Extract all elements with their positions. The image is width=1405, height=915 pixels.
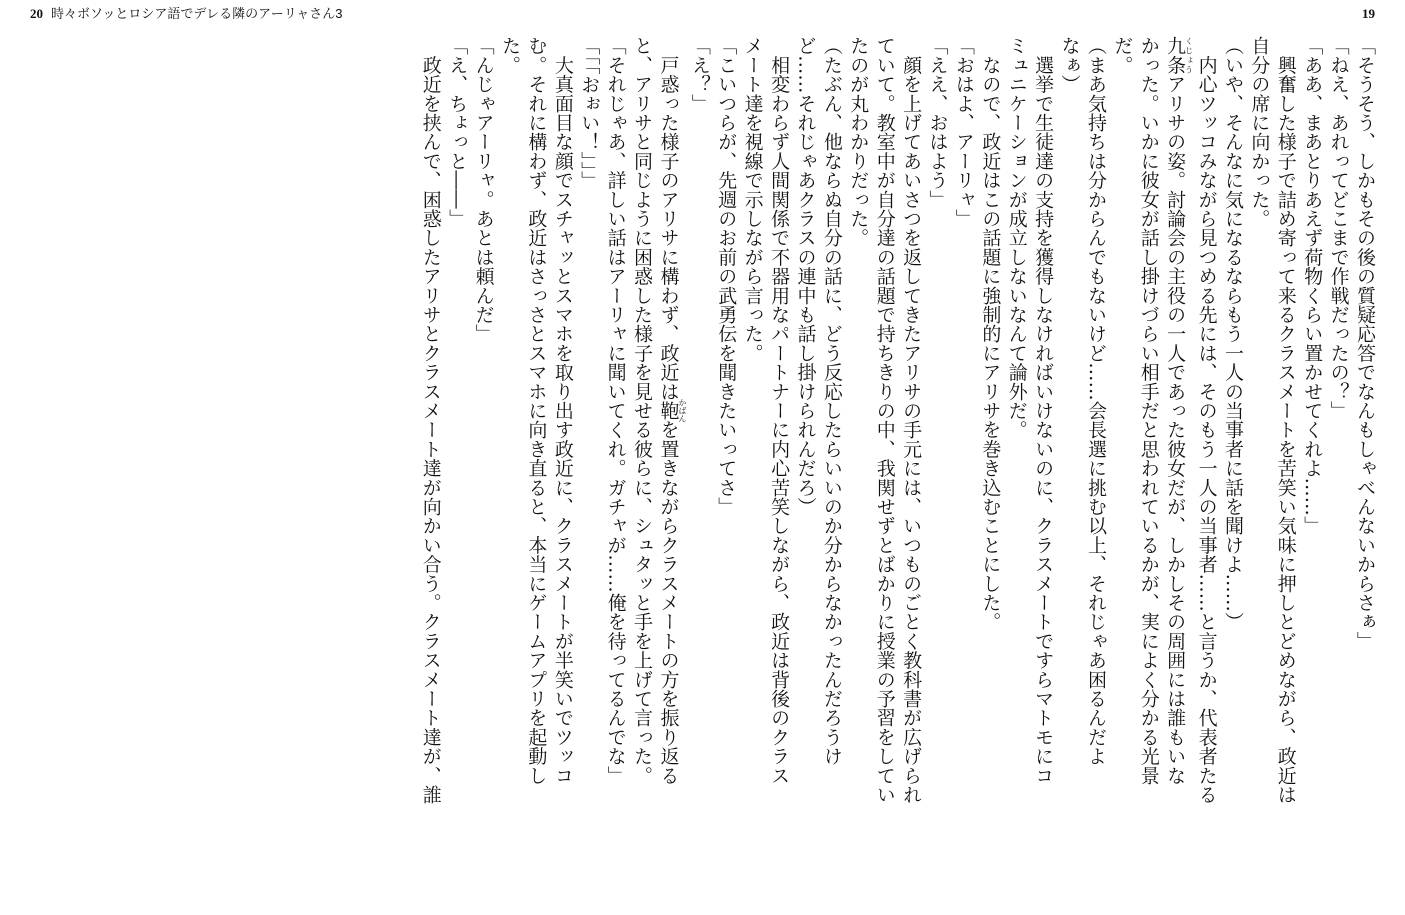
text-column: 「そうそう、しかもその後の質疑応答でなんもしゃべんないからさぁ」 [1354,36,1376,651]
text-column: 「それじゃあ、詳しい話はアーリャに聞いてくれ。ガチャが……俺を待ってるんでな」 [604,36,627,785]
text-column: ミュニケーションが成立しないなんて論外だ。 [1005,36,1028,440]
text-column: （いや、そんなに気になるならもう一人の当事者に話を聞けよ……） [1221,36,1244,632]
book-title: 時々ボソッとロシア語でデレる隣のアーリャさん3 [51,6,343,21]
right-page-number: 19 [1362,6,1375,21]
text-column: 「おはよ、アーリャ」 [952,36,975,228]
text-column: 内心ツッコみながら見つめる先には、そのもう一人の当事者……と言うか、代表者たる [1195,36,1218,804]
text-column: 「ねえ、あれってどこまで作戦だったの？」 [1327,36,1350,420]
text-column: なぁ） [1058,36,1081,94]
text-column: 九条くじょうアリサの姿。討論会の主役の一人であった彼女だが、しかしその周囲には誰もいな [1164,36,1194,785]
text-column: 「んじゃアーリャ。あとは頼んだ」 [472,36,495,344]
text-column: 「こいつらが、先週のお前の武勇伝を聞きたいってさ」 [715,36,738,516]
text-column: 大真面目な顔でスチャッとスマホを取り出す政近に、クラスメートが半笑いでツッコ [551,36,574,785]
text-column: と、アリサと同じように困惑した様子を見せる彼らに、シュタッと手を上げて言った。 [631,36,654,785]
text-column: なので、政近はこの話題に強制的にアリサを巻き込むことにした。 [979,36,1002,632]
text-column: かった。いかに彼女が話し掛けづらい相手だと思われているかが、実によく分かる光景 [1137,36,1160,785]
page-header [0,4,1405,24]
text-column: だ。 [1111,36,1134,75]
text-column: 「ああ、まあとりあえず荷物くらい置かせてくれよ……」 [1301,36,1324,536]
text-column: ど……それじゃあクラスの連中も話し掛けられんだろ） [794,36,817,516]
text-column: 顔を上げてあいさつを返してきたアリサの手元には、いつものごとく教科書が広げられ [900,36,923,804]
text-column: （まあ気持ちは分からんでもないけど……会長選に挑む以上、それじゃあ困るんだよ [1084,36,1107,766]
text-column: 選挙で生徒達の支持を獲得しなければいけないのに、クラスメートですらマトモにコ [1032,36,1055,785]
text-column: （たぶん、他ならぬ自分の話に、どう反応したらいいのか分からなかったんだろうけ [820,36,843,766]
text-column: 「ええ、おはよう」 [926,36,949,209]
text-column: む。それに構わず、政近はさっさとスマホに向き直ると、本当にゲームアプリを起動し [525,36,548,785]
ruby-annotation: 鞄かばん [657,398,687,423]
text-column: 自分の席に向かった。 [1248,36,1271,228]
header-left [30,4,343,24]
vertical-body-text [28,36,1378,906]
text-column: メート達を視線で示しながら言った。 [741,36,764,363]
text-column: 「え、ちょっと――」 [446,36,469,228]
text-column: 政近を挟んで、困惑したアリサとクラスメート達が向かい合う。クラスメート達が、誰 [419,36,442,804]
left-page-number: 20 [30,6,43,21]
text-column: ていて。教室中が自分達の話題で持ちきりの中、我関せずとばかりに授業の予習をしてい [873,36,896,804]
text-column: 「え？」 [688,36,711,113]
text-column: 戸惑った様子のアリサに構わず、政近は鞄かばんを置きながらクラスメートの方を振り返る [657,36,687,785]
ruby-annotation: 九条くじょう [1164,36,1194,75]
text-column: た。 [499,36,521,75]
text-column: 「「「おぉい！」」」 [578,36,601,190]
text-column: たのが丸わかりだった。 [847,36,870,248]
text-column: 興奮した様子で詰め寄って来るクラスメートを苦笑い気味に押しとどめながら、政近は [1274,36,1297,804]
text-column: 相変わらず人間関係で不器用なパートナーに内心苦笑しながら、政近は背後のクラス [768,36,791,785]
